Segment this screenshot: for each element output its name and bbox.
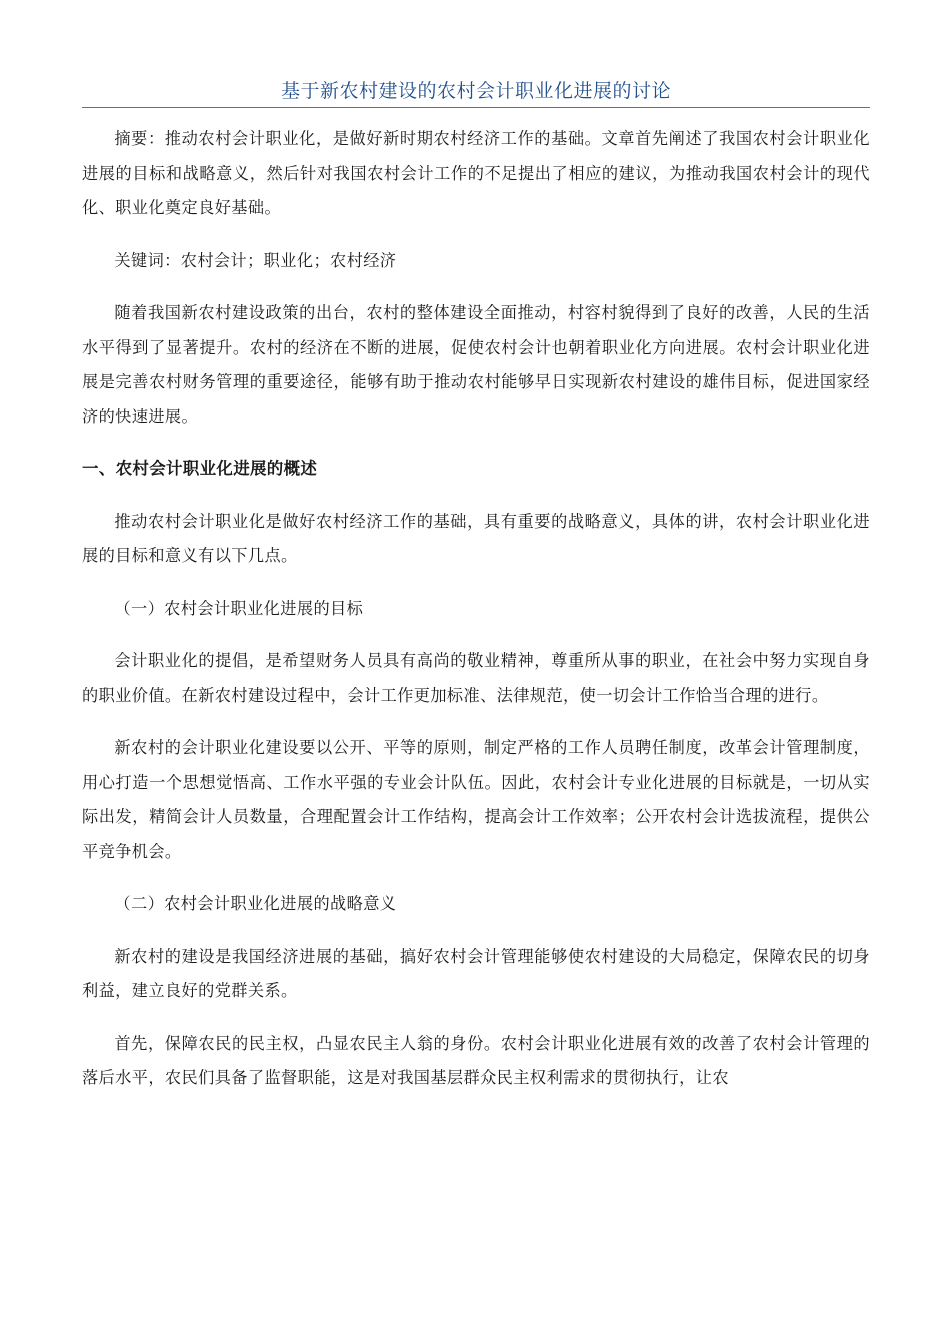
subsection-2-paragraph-1: 新农村的建设是我国经济进展的基础，搞好农村会计管理能够使农村建设的大局稳定，保障农民的切身利益，建立良好的党群关系。: [82, 946, 870, 1000]
section-1-intro-paragraph: 推动农村会计职业化是做好农村经济工作的基础，具有重要的战略意义，具体的讲，农村会计职业化进展的目标和意义有以下几点。: [82, 511, 870, 565]
subsection-2-heading: （二）农村会计职业化进展的战略意义: [114, 894, 397, 913]
keywords-line: 关键词：农村会计；职业化；农村经济: [114, 250, 397, 270]
subsection-1-heading: （一）农村会计职业化进展的目标: [114, 598, 364, 618]
section-1-heading: 一、农村会计职业化进展的概述: [82, 459, 318, 478]
subsection-1-paragraph-2: 新农村的会计职业化建设要以公开、平等的原则，制定严格的工作人员聘任制度，改革会计管理制度，用心打造一个思想觉悟高、工作水平强的专业会计队伍。因此，农村会计专业化进展的目标就是，一切从实际出发，精简会计人员数量，合理配置会计工作结构，提高会计工作效率；公开农村会计选拔流程，提供公平竞争机会。: [82, 738, 870, 861]
intro-paragraph: 随着我国新农村建设政策的出台，农村的整体建设全面推动，村容村貌得到了良好的改善，人民的生活水平得到了显著提升。农村的经济在不断的进展，促使农村会计也朝着职业化方向进展。农村会计职业化进展是完善农村财务管理的重要途径，能够有助于推动农村能够早日实现新农村建设的雄伟目标，促进国家经济的快速进展。: [82, 303, 870, 426]
document-page: [82, 78, 870, 1114]
abstract-paragraph: 摘要：推动农村会计职业化，是做好新时期农村经济工作的基础。文章首先阐述了我国农村会计职业化进展的目标和战略意义，然后针对我国农村会计工作的不足提出了相应的建议，为推动我国农村会计的现代化、职业化奠定良好基础。: [82, 129, 870, 217]
subsection-2-paragraph-2: 首先，保障农民的民主权，凸显农民主人翁的身份。农村会计职业化进展有效的改善了农村会计管理的落后水平，农民们具备了监督职能，这是对我国基层群众民主权利需求的贯彻执行，让农: [82, 1033, 870, 1087]
subsection-1-paragraph-1: 会计职业化的提倡，是希望财务人员具有高尚的敬业精神，尊重所从事的职业，在社会中努力实现自身的职业价值。在新农村建设过程中，会计工作更加标准、法律规范，使一切会计工作恰当合理的进行。: [82, 651, 870, 705]
document-title: 基于新农村建设的农村会计职业化进展的讨论: [82, 78, 870, 108]
